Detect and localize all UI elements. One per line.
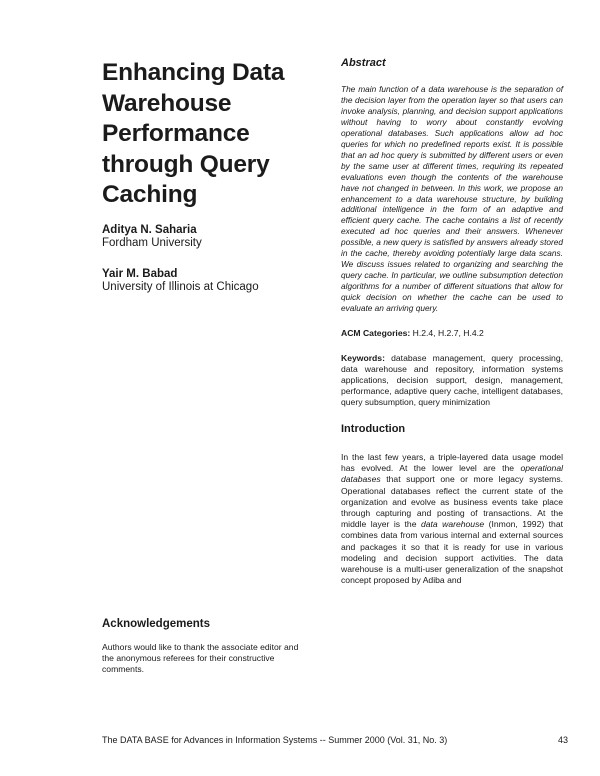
intro-segment: that support one or more legacy systems. Operational databases reflect the current state of the organization and evolve as business events take place through capturing and posting of transactions. At the middle layer is the: [341, 474, 563, 530]
author-1: [102, 224, 202, 250]
keywords-value: database management, query processing, data warehouse and repository, information systems applications, decision support, design, management, performance, adaptive query cache, intelligent databases, query subsumption, query minimization: [341, 353, 563, 408]
intro-segment: In the last few years, a triple-layered data usage model has evolved. At the lower level are the: [341, 452, 563, 474]
journal-citation: The DATA BASE for Advances in Information Systems -- Summer 2000 (Vol. 31, No. 3): [102, 735, 448, 745]
author-2: [102, 268, 259, 294]
abstract-text: The main function of a data warehouse is the separation of the decision layer from the operation layer so that users can invoke analysis, planning, and decision support applications without having to worry about constantly evolving operational databases. Such applications allow ad hoc queries for which no predefined reports exist. It is possible that an ad hoc query is submitted by different users or even by the same user at different times, requiring its repeated evaluations even though the contents of the warehouse have not changed in between. In this work, we propose an enhancement to a data warehouse structure, by building additional intelligence in the form of an adaptive and efficient query cache. The cache contains a list of recently executed ad hoc queries and their answers. Whenever possible, a new query is satisfied by answers already stored in the cache, thereby avoiding potentially large data scans. We discuss issues related to organizing and searching the query cache. In particular, we outline subsumption detection algorithms for a number of different situations that allow for quick decision on whether the cache can be used to evaluate an arriving query.: [341, 84, 563, 314]
introduction-text: [341, 452, 563, 586]
title-block: [102, 58, 312, 211]
intro-term: data warehouse: [420, 519, 485, 530]
abstract-heading: Abstract: [341, 57, 386, 69]
author-name: Yair M. Babad: [102, 268, 178, 280]
intro-term: operational databases: [341, 463, 564, 485]
intro-segment: (Inmon, 1992) that combines data from various internal and external sources and packages it so that it is ready for use in various modeling and decision support activities. The data warehouse is a multi-user generalization of the snapshot concept proposed by Adiba and: [341, 519, 564, 586]
acknowledgements-section: [102, 617, 308, 675]
acm-categories: [341, 328, 563, 339]
paper-title: Enhancing Data Warehouse Performance through Query Caching: [102, 59, 285, 208]
right-column: [341, 56, 563, 586]
author-name: Aditya N. Saharia: [102, 224, 197, 236]
acknowledgements-heading: Acknowledgements: [102, 618, 210, 630]
author-affiliation: University of Illinois at Chicago: [102, 281, 259, 293]
author-affiliation: Fordham University: [102, 237, 202, 249]
acknowledgements-text: Authors would like to thank the associate editor and the anonymous referees for their constructive comments.: [102, 642, 299, 674]
keywords: [341, 353, 563, 408]
page-number: 43: [557, 735, 568, 745]
introduction-heading: Introduction: [341, 423, 406, 436]
keywords-label: Keywords:: [341, 353, 385, 364]
acm-label: ACM Categories:: [341, 328, 411, 339]
acm-value: H.2.4, H.2.7, H.4.2: [412, 328, 484, 339]
